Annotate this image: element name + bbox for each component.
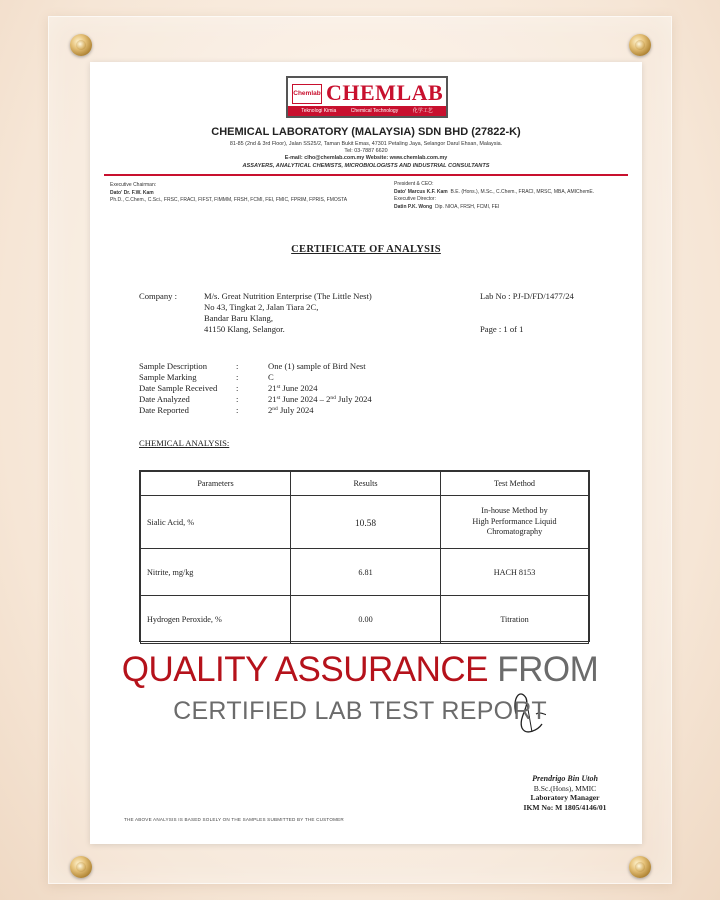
date-received: 21st June 2024 — [268, 383, 318, 393]
exec-title: Executive Chairman: — [110, 182, 157, 188]
sample-label: Date Reported — [139, 405, 189, 415]
client-line: 41150 Klang, Selangor. — [204, 324, 285, 334]
footer-disclaimer: THE ABOVE ANALYSIS IS BASED SOLELY ON THE SAMPLES SUBMITTED BY THE CUSTOMER — [124, 817, 344, 822]
table-header-cell: Results — [291, 472, 441, 496]
sample-label: Sample Description — [139, 361, 208, 371]
logo-tag: Chemical Technology — [350, 108, 399, 114]
sample-marking: C — [268, 372, 274, 382]
param-cell: Hydrogen Peroxide, % — [141, 596, 291, 644]
table-row — [141, 549, 589, 596]
param-cell: Sialic Acid, % — [141, 496, 291, 549]
signatory-ikm: IKM No: M 1805/4146/01 — [523, 802, 607, 812]
colon: : — [236, 394, 239, 404]
sample-label: Date Analyzed — [139, 394, 190, 404]
exec-title: President & CEO: — [394, 181, 434, 187]
headline-gray-text: FROM — [487, 650, 599, 689]
logo-tag: 化学工艺 — [412, 108, 433, 114]
executive-chairman-block — [110, 182, 347, 205]
company-email-web: E-mail: clho@chemlab.com.my Website: www.chemlab.com.my — [284, 155, 448, 161]
exec-name: Dato' Marcus K.F. Kam — [394, 188, 448, 195]
certified-lab-subline: CERTIFIED LAB TEST REPORT — [173, 697, 547, 725]
result-cell: 10.58 — [291, 496, 441, 549]
executive-ceo-block — [394, 181, 594, 211]
sample-label: Date Sample Received — [139, 383, 218, 393]
method-cell: Titration — [441, 596, 589, 644]
company-tagline: ASSAYERS, ANALYTICAL CHEMISTS, MICROBIOLOGISTS AND INDUSTRIAL CONSULTANTS — [242, 163, 490, 169]
headline-red-text: QUALITY ASSURANCE — [121, 650, 488, 689]
client-line: No 43, Tingkat 2, Jalan Tiara 2C, — [204, 302, 319, 312]
logo-tag: Teknologi Kimia — [301, 108, 337, 114]
logo-small-mark: Chemlab — [292, 84, 322, 104]
signatory-degree: B.Sc.(Hons), MMIC — [533, 783, 597, 793]
logo-wordmark: CHEMLAB — [326, 80, 444, 105]
sample-description: One (1) sample of Bird Nest — [268, 361, 366, 371]
lab-number: Lab No : PJ-D/FD/1477/24 — [480, 291, 574, 301]
chemlab-logo — [286, 76, 448, 118]
exec-quals: Dip. NIOA, FRSH, FCMI, FEI — [434, 203, 500, 210]
company-tel: Tel: 03-7887 6620 — [344, 148, 388, 154]
table-header-row — [141, 472, 589, 496]
method-cell: HACH 8153 — [441, 549, 589, 596]
exec-name: Dato' Dr. F.W. Kam — [110, 189, 154, 196]
exec-title: Executive Director: — [394, 196, 436, 202]
frame-screw-bottom-left — [70, 856, 92, 878]
page-number: Page : 1 of 1 — [480, 324, 524, 334]
frame-screw-top-right — [629, 34, 651, 56]
result-cell: 6.81 — [291, 549, 441, 596]
frame-screw-bottom-right — [629, 856, 651, 878]
frame-screw-top-left — [70, 34, 92, 56]
colon: : — [236, 383, 239, 393]
date-analyzed: 21st June 2024 – 2nd July 2024 — [268, 394, 372, 404]
logo-tag-strip — [288, 106, 446, 116]
exec-name: Datin P.K. Wong — [394, 203, 433, 210]
date-reported: 2nd July 2024 — [268, 405, 314, 415]
colon: : — [236, 372, 239, 382]
certificate-document — [90, 62, 642, 844]
exec-quals: B.E. (Hons.), M.Sc., C.Chem., FRACI, MRSC, MBA, AMIChemE. — [450, 188, 595, 195]
company-name: CHEMICAL LABORATORY (MALAYSIA) SDN BHD (27822-K) — [211, 126, 521, 138]
method-cell: In-house Method by High Performance Liquid Chromatography — [441, 496, 589, 549]
header-divider — [104, 174, 628, 176]
analysis-table — [139, 470, 590, 642]
signature-block — [500, 774, 630, 812]
param-cell: Nitrite, mg/kg — [141, 549, 291, 596]
colon: : — [236, 405, 239, 415]
chemical-analysis-heading: CHEMICAL ANALYSIS: — [139, 438, 230, 448]
table-header-cell: Parameters — [141, 472, 291, 496]
signatory-role: Laboratory Manager — [530, 793, 600, 802]
colon: : — [236, 361, 239, 371]
certificate-title: CERTIFICATE OF ANALYSIS — [291, 244, 441, 255]
quality-assurance-headline — [0, 648, 720, 692]
table-row — [141, 496, 589, 549]
company-label: Company : — [139, 291, 177, 301]
table-row — [141, 596, 589, 644]
client-line: M/s. Great Nutrition Enterprise (The Little Nest) — [204, 291, 372, 301]
sample-label: Sample Marking — [139, 372, 197, 382]
company-address: 81-85 (2nd & 3rd Floor), Jalan SS25/2, Taman Bukit Emas, 47301 Petaling Jaya, Selangor Darul Ehsan, Malaysia. — [229, 141, 503, 147]
result-cell: 0.00 — [291, 596, 441, 644]
signatory-name: Prendrigo Bin Utoh — [532, 774, 598, 783]
exec-quals: Ph.D., C.Chem., C.Sci., FRSC, FRACI, FIFST, FIMMM, FRSH, FCMI, FEI, FMIC, FPRIM, FPRIS, FMOSTA — [110, 197, 348, 203]
table-header-cell: Test Method — [441, 472, 589, 496]
client-line: Bandar Baru Klang, — [204, 313, 273, 323]
